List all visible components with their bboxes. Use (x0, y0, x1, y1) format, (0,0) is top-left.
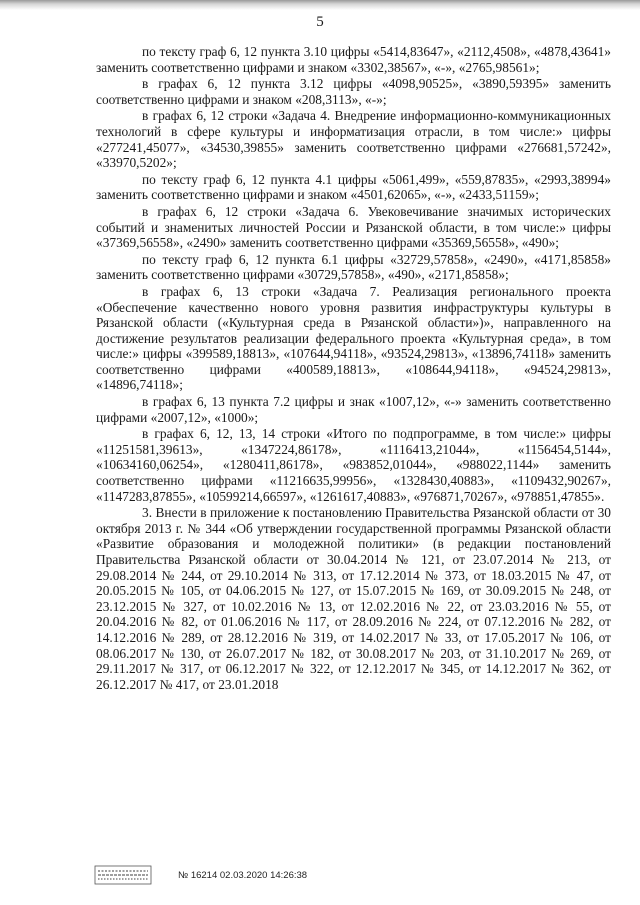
paragraph-total: в графах 6, 12, 13, 14 строки «Итого по подпрограмме, в том числе:» цифры «11251581,39613», «1347224,86178», «1116413,21044», «1156454,5144», «10634160,06254», «1280411,86178», «983852,01044», «988022,1144» заменить соответственно цифрами «11216635,99956», «1328430,40883», «1109432,90267», «1147283,87855», «10599214,66597», «1261617,40883», «976871,70267», «978851,47855». (96, 426, 611, 504)
scan-edge (0, 0, 640, 10)
paragraph-3-12: в графах 6, 12 пункта 3.12 цифры «4098,90525», «3890,59395» заменить соответственно цифрами и знаком «208,3113», «-»; (96, 76, 611, 107)
paragraph-4-1: по тексту граф 6, 12 пункта 4.1 цифры «5061,499», «559,87835», «2993,38994» заменить соответственно цифрами и знаком «4501,62065», «-», «2433,51159»; (96, 171, 611, 203)
registration-mark: № 16214 02.03.2020 14:26:38 (178, 870, 308, 881)
paragraph-task-7: в графах 6, 13 строки «Задача 7. Реализация регионального проекта «Обеспечение качественно нового уровня развития инфраструктуры культуры в Рязанской области («Культурная среда в Рязанской области»)», направленного на достижение результатов реализации федерального проекта «Культурная среда», в том числе:» цифры «399589,18813», «107644,94118», «93524,29813», «13896,74118» заменить соответственно цифрами «400589,18813», «108644,94118», «94524,29813», «14896,74118»; (96, 283, 611, 393)
page-number: 5 (316, 14, 324, 30)
paragraph-task-6: в графах 6, 12 строки «Задача 6. Увековечивание значимых исторических событий и знаменитых личностей России и Рязанской области, в том числе:» цифры «37369,56558», «2490» заменить соответственно цифрами «35369,56558», «490»; (96, 203, 611, 251)
paragraph-7-2: в графах 6, 13 пункта 7.2 цифры и знак «1007,12», «-» заменить соответственно цифрами «2007,12», «1000»; (96, 394, 611, 425)
document-body (96, 44, 611, 693)
registration-stamp-icon (94, 864, 152, 886)
paragraph-6-1: по тексту граф 6, 12 пункта 6.1 цифры «32729,57858», «2490», «4171,85858» заменить соответственно цифрами «30729,57858», «490», «2171,85858»; (96, 251, 611, 283)
paragraph-3-10: по тексту граф 6, 12 пункта 3.10 цифры «5414,83647», «2112,4508», «4878,43641» заменить соответственно цифрами и знаком «3302,38567», «-», «2765,98561»; (96, 44, 611, 75)
paragraph-section-3: 3. Внести в приложение к постановлению Правительства Рязанской области от 30 октября 2013 г. № 344 «Об утверждении государственной программы Рязанской области «Развитие образования и молодежной политики» (в редакции постановлений Правительства Рязанской области от 30.04.2014 № 121, от 23.07.2014 № 213, от 29.08.2014 № 244, от 29.10.2014 № 313, от 17.12.2014 № 373, от 18.03.2015 № 47, от 20.05.2015 № 105, от 04.06.2015 № 127, от 15.07.2015 № 169, от 30.09.2015 № 248, от 23.12.2015 № 327, от 10.02.2016 № 13, от 12.02.2016 № 22, от 23.03.2016 № 55, от 20.04.2016 № 82, от 01.06.2016 № 117, от 28.09.2016 № 224, от 07.12.2016 № 282, от 14.12.2016 № 289, от 28.12.2016 № 319, от 14.02.2017 № 33, от 17.05.2017 № 106, от 08.06.2017 № 130, от 26.07.2017 № 182, от 30.08.2017 № 203, от 31.10.2017 № 269, от 29.11.2017 № 317, от 06.12.2017 № 322, от 12.12.2017 № 345, от 14.12.2017 № 362, от 26.12.2017 № 417, от 23.01.2018 (96, 505, 611, 692)
paragraph-task-4: в графах 6, 12 строки «Задача 4. Внедрение информационно-коммуникационных технологий в сфере культуры и информатизация отрасли, в том числе:» цифры «277241,45077», «34530,39855» заменить соответственно цифрами «276681,57242», «33970,5202»; (96, 108, 611, 171)
